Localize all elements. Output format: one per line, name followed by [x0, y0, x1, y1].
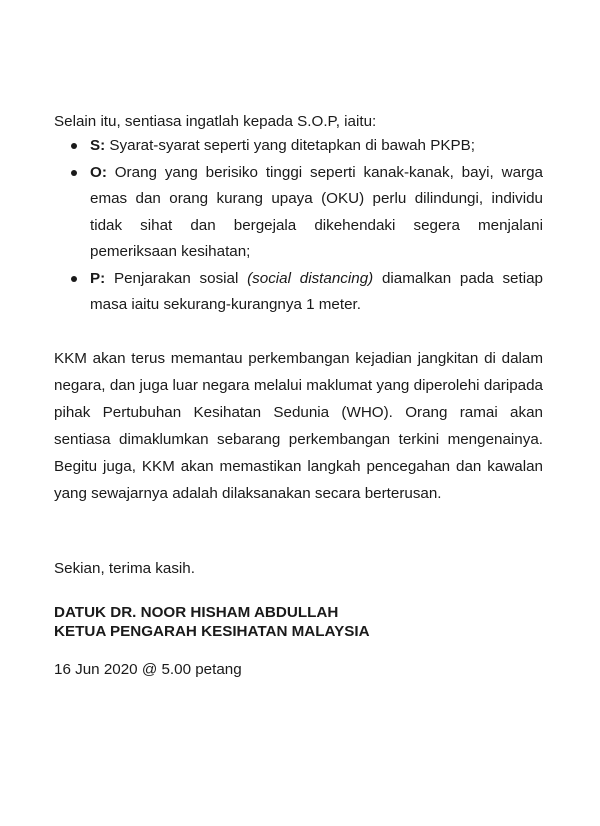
- sop-intro: Selain itu, sentiasa ingatlah kepada S.O.P, iaitu:: [54, 113, 377, 130]
- sop-item-key: S:: [90, 137, 106, 154]
- signatory-name: DATUK DR. NOOR HISHAM ABDULLAH: [54, 604, 339, 621]
- sop-item-text: diamalkan pada setiap masa iaitu sekurang-kurangnya 1 meter.: [90, 269, 543, 313]
- sop-item-o: [54, 160, 543, 266]
- sop-item-s: [54, 133, 543, 160]
- kkm-paragraph: KKM akan terus memantau perkembangan kejadian jangkitan di dalam negara, dan juga luar negara melalui maklumat yang diperolehi daripada pihak Pertubuhan Kesihatan Sedunia (WHO). Orang ramai akan sentiasa dimaklumkan sebarang perkembangan terkini mengenainya. Begitu juga, KKM akan memastikan langkah pencegahan dan kawalan yang sewajarnya adalah dilaksanakan secara berterusan.: [54, 350, 543, 502]
- sop-item-text: Syarat-syarat seperti yang ditetapkan di bawah PKPB;: [105, 137, 475, 154]
- sop-item-text: Orang yang berisiko tinggi seperti kanak-kanak, bayi, warga emas dan orang kurang upaya (OKU) perlu dilindungi, individu tidak sihat dan bergejala dikehendaki segera menjalani pemeriksaan kesihatan;: [90, 163, 543, 260]
- statement-date: 16 Jun 2020 @ 5.00 petang: [54, 661, 242, 678]
- sop-item-italic-term: (social distancing): [247, 269, 374, 287]
- sop-item-text: Penjarakan sosial: [105, 269, 248, 287]
- sop-item-key: P:: [90, 269, 106, 287]
- bullet-icon: [71, 170, 77, 176]
- signatory-title: KETUA PENGARAH KESIHATAN MALAYSIA: [54, 623, 370, 640]
- bullet-icon: [71, 276, 77, 282]
- sop-item-key: O:: [90, 163, 107, 181]
- bullet-icon: [71, 143, 77, 149]
- closing-line: Sekian, terima kasih.: [54, 560, 195, 577]
- sop-list: [54, 133, 543, 319]
- signatory-block: [54, 603, 370, 641]
- sop-item-p: [54, 266, 543, 319]
- document-page: [54, 0, 543, 826]
